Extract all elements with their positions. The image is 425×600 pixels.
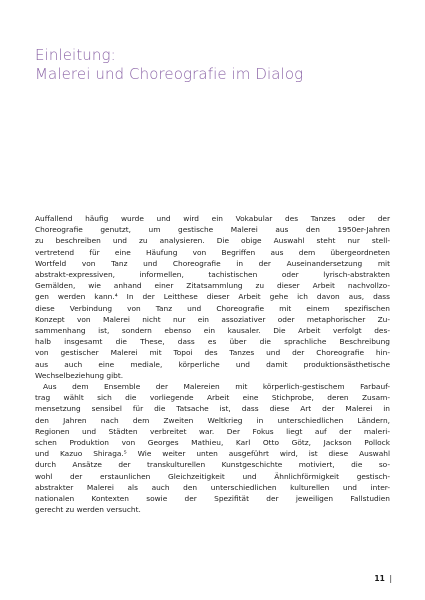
text-line: abstrakter Malerei als auch den unterschiedlichen kulturellen und inter-	[35, 482, 390, 492]
body-text	[35, 213, 390, 515]
text-line: diese Verbindung von Tanz und Choreografie mit einem spezifischen	[35, 303, 390, 313]
text-line: Gemälden, wie anhand einer Zitatsammlung zu dieser Arbeit nachvollzo-	[35, 281, 390, 291]
text-line: halb insgesamt die These, dass es über die sprachliche Beschreibung	[35, 337, 390, 347]
text-line: abstrakt-expressiven, informellen, tachistischen oder lyrisch-abstrakten	[35, 270, 390, 280]
text-line: Konzept von Malerei nicht nur ein assoziativer oder metaphorischer Zu-	[35, 314, 390, 324]
text-line: durch Ansätze der transkulturellen Kunstgeschichte motiviert, die so-	[35, 460, 390, 470]
text-line: Wechselbeziehung gibt.	[35, 370, 124, 380]
text-line: sammenhang ist, sondern ebenso ein kausaler. Die Arbeit verfolgt des-	[35, 326, 390, 336]
text-line: schen Produktion von Georges Mathieu, Karl Otto Götz, Jackson Pollock	[35, 438, 390, 448]
paragraph-2	[35, 381, 390, 515]
text-line: Auffallend häufig wurde und wird ein Vokabular des Tanzes oder der	[35, 214, 390, 223]
text-line: zu beschreiben und zu analysieren. Die obige Auswahl steht nur stell-	[35, 236, 390, 246]
text-line: Choreografie genutzt, um gestische Malerei aus den 1950er-Jahren	[35, 225, 390, 235]
text-line: gerecht zu werden versucht.	[35, 505, 141, 515]
text-line: Wortfeld von Tanz und Choreografie in der Auseinandersetzung mit	[35, 258, 390, 268]
text-line: aus auch eine mediale, körperliche und damit produktionsästhetische	[35, 359, 390, 369]
chapter-title-line-2: Malerei und Choreografie im Dialog	[35, 65, 304, 83]
text-line: trag wählt sich die vorliegende Arbeit eine Stichprobe, deren Zusam-	[35, 393, 390, 403]
text-line: nationalen Kontexten sowie der Spezifität der jeweiligen Fallstudien	[35, 494, 390, 504]
text-line: von gestischer Malerei mit Topoi des Tanzes und der Choreografie hin-	[35, 348, 390, 358]
text-line: den Jahren nach dem Zweiten Weltkrieg in unterschiedlichen Ländern,	[35, 415, 390, 425]
text-line: Aus dem Ensemble der Malereien mit körperlich-gestischem Farbauf-	[43, 382, 390, 392]
text-line: gen werden kann.⁴ In der Leitthese dieser Arbeit gehe ich davon aus, dass	[35, 292, 390, 302]
chapter-title	[35, 46, 395, 84]
page-number-separator: |	[389, 574, 392, 583]
page-number	[374, 574, 392, 583]
text-line: vertretend für eine Häufung von Begriffen aus dem übergeordneten	[35, 247, 390, 257]
paragraph-1	[35, 213, 390, 381]
text-line: mensetzung sensibel für die Tatsache ist, dass diese Art der Malerei in	[35, 404, 390, 414]
page-number-value: 11	[374, 574, 385, 583]
chapter-title-line-1: Einleitung:	[35, 46, 116, 64]
text-line: wohl der erstaunlichen Gleichzeitigkeit und Ähnlichförmigkeit gestisch-	[35, 471, 390, 481]
text-line: Regionen und Städten verbreitet war. Der Fokus liegt auf der maleri-	[35, 426, 390, 436]
text-line: und Kazuo Shiraga.⁵ Wie weiter unten ausgeführt wird, ist diese Auswahl	[35, 449, 390, 459]
